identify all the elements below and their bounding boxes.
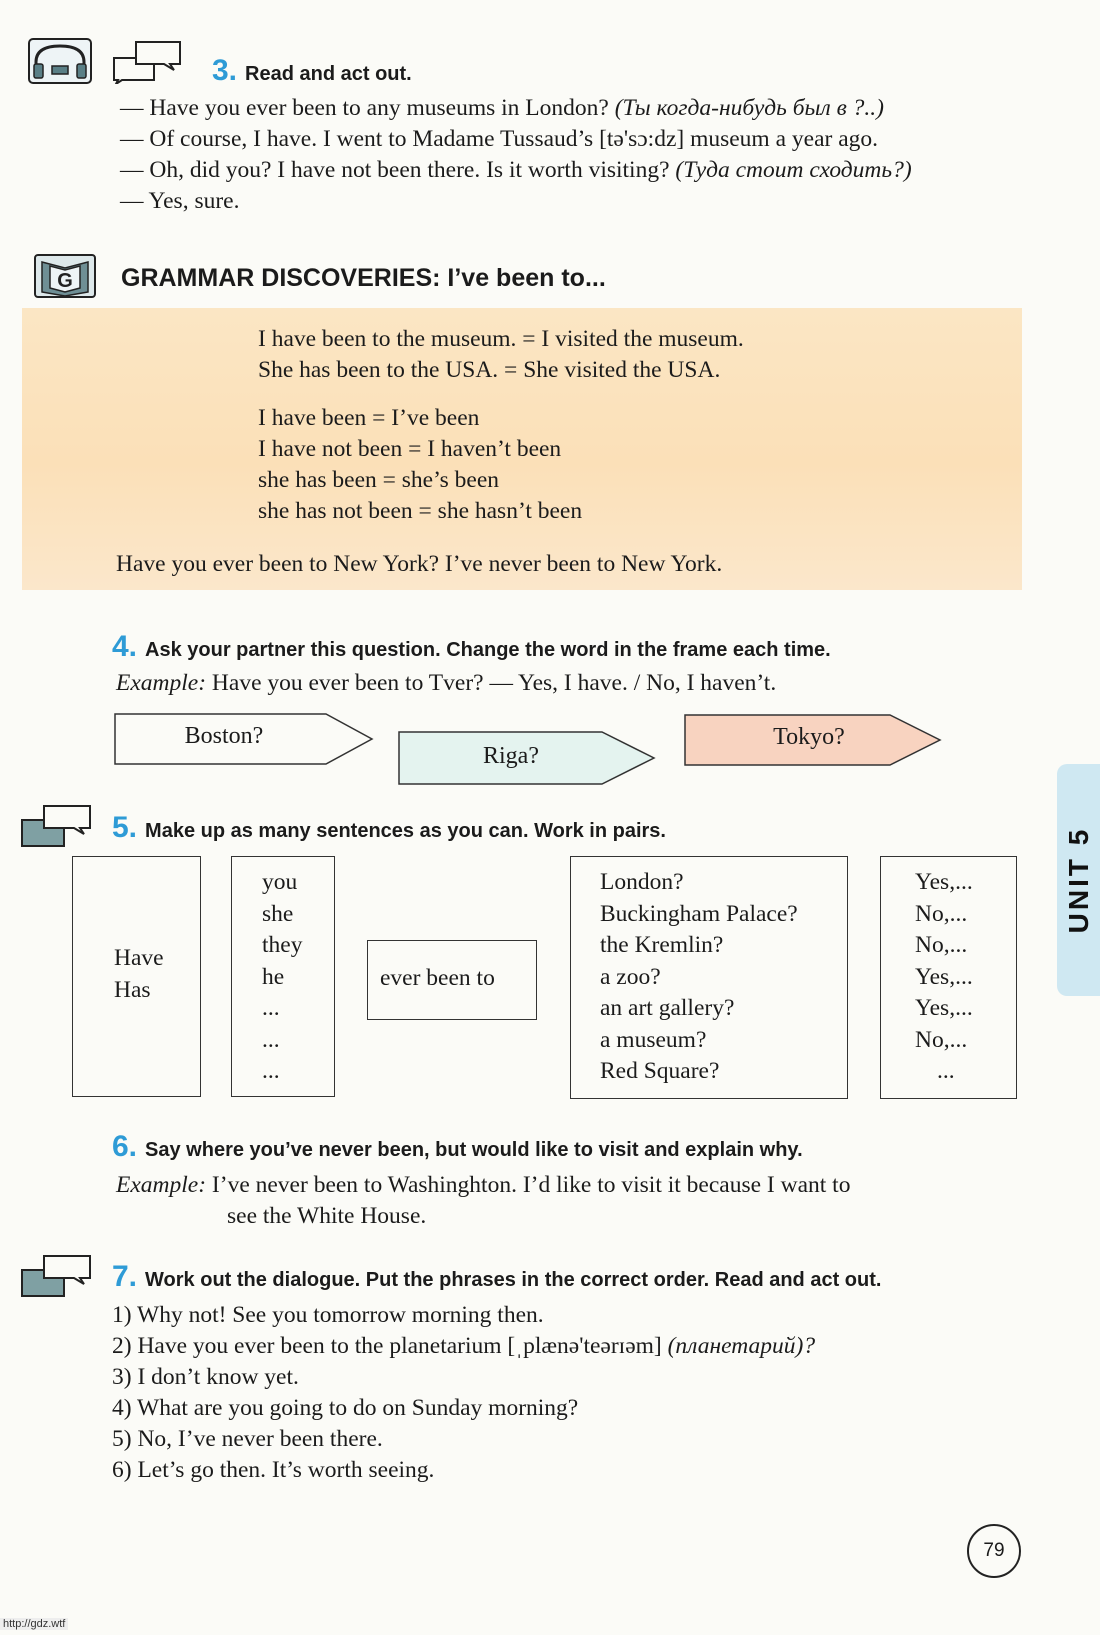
word-frame-tokyo <box>684 714 942 766</box>
ex3-heading <box>212 54 412 88</box>
example-text: I’ve never been to Washinghton. I’d like to visit it because I want to <box>211 1172 851 1198</box>
ex5-instruction: Make up as many sentences as you can. Work in pairs. <box>145 820 666 842</box>
page-number: 79 <box>967 1524 1021 1578</box>
ex3-line: — Yes, sure. <box>120 188 240 214</box>
list-item: 4) What are you going to do on Sunday morning? <box>112 1395 579 1421</box>
audio-cassette-icon <box>28 38 92 84</box>
ex5-word: Red Square? <box>600 1058 720 1084</box>
ex5-word: ... <box>937 1058 955 1084</box>
dialogue-bubbles-icon <box>112 40 182 84</box>
dialogue-bubbles-icon <box>20 804 92 848</box>
ex5-word: ... <box>262 1026 280 1053</box>
ex5-word: you <box>262 869 298 895</box>
word-frame-label: Tokyo? <box>773 724 845 750</box>
ex5-word: ... <box>262 1058 280 1084</box>
ex7-heading <box>112 1260 881 1294</box>
ex5-word: No,... <box>915 1026 968 1053</box>
ex3-instruction: Read and act out. <box>245 63 412 85</box>
ex5-word: Yes,... <box>915 869 973 895</box>
ex5-heading <box>112 811 666 845</box>
ex6-instruction: Say where you’ve never been, but would like to visit and explain why. <box>145 1139 803 1161</box>
grammar-line: she has not been = she hasn’t been <box>258 498 583 524</box>
ex5-word: No,... <box>915 932 968 958</box>
unit-label: UNIT 5 <box>1062 826 1094 934</box>
list-item: 2) Have you ever been to the planetarium [ˌplænə'teərɪəm] (планетарий)? <box>112 1333 816 1359</box>
grammar-book-icon <box>34 254 96 298</box>
ex5-word: a museum? <box>600 1026 707 1053</box>
grammar-line: I have not been = I haven’t been <box>258 436 562 462</box>
grammar-example: Have you ever been to New York? I’ve never been to New York. <box>116 551 723 577</box>
ex5-word: Buckingham Palace? <box>600 900 798 927</box>
ex5-word: an art gallery? <box>600 995 735 1021</box>
word-frame-label: Riga? <box>483 743 539 769</box>
ex7-instruction: Work out the dialogue. Put the phrases in the correct order. Read and act out. <box>145 1269 882 1291</box>
grammar-title: GRAMMAR DISCOVERIES: I’ve been to... <box>121 264 606 292</box>
ex4-instruction: Ask your partner this question. Change the word in the frame each time. <box>145 639 831 661</box>
ex5-word: ... <box>262 995 280 1021</box>
list-item: 5) No, I’ve never been there. <box>112 1426 383 1452</box>
grammar-line: I have been = I’ve been <box>258 405 480 431</box>
ex3-line: — Of course, I have. I went to Madame Tussaud’s [tə'sɔ:dz] museum a year ago. <box>120 126 879 152</box>
ex5-box-phrase <box>367 940 537 1020</box>
ex3-line: — Have you ever been to any museums in London? (Ты когда-нибудь был в ?..) <box>120 95 884 121</box>
ex5-word: a zoo? <box>600 963 661 990</box>
word-frame-label: Boston? <box>184 723 264 749</box>
ex7-list <box>112 1300 815 1486</box>
ex7-number: 7. <box>112 1260 138 1293</box>
ex5-box-subjects <box>231 856 335 1097</box>
list-item: 6) Let’s go then. It’s worth seeing. <box>112 1457 435 1483</box>
ex5-word: Yes,... <box>915 995 973 1021</box>
unit-tab <box>1057 764 1100 996</box>
word-frame-riga <box>398 731 656 785</box>
example-label: Example: <box>116 670 207 696</box>
ex5-box-verbs <box>72 856 201 1097</box>
ex3-number: 3. <box>212 54 238 87</box>
ex5-word: the Kremlin? <box>600 932 724 958</box>
ex3-line: — Oh, did you? I have not been there. Is it worth visiting? (Туда стоит сходить?) <box>120 157 912 183</box>
ex5-box-answers <box>880 856 1017 1099</box>
ex5-word: Have <box>114 945 164 971</box>
ex5-word: No,... <box>915 900 968 927</box>
example-label: Example: <box>116 1172 207 1198</box>
ex5-word: Has <box>114 976 151 1003</box>
dialogue-bubbles-icon <box>20 1254 92 1298</box>
list-item: 1) Why not! See you tomorrow morning then. <box>112 1302 544 1328</box>
ex6-number: 6. <box>112 1130 138 1163</box>
ex5-word: London? <box>600 869 684 895</box>
grammar-line: she has been = she’s been <box>258 467 500 493</box>
ex5-word: he <box>262 963 285 990</box>
ex5-word: she <box>262 900 294 927</box>
ex5-word: Yes,... <box>915 963 973 990</box>
grammar-line: She has been to the USA. = She visited the USA. <box>258 357 721 383</box>
grammar-rules <box>258 324 744 527</box>
svg-text:G: G <box>57 270 73 292</box>
word-frame-boston <box>114 713 374 765</box>
ex6-heading <box>112 1130 803 1164</box>
ex5-number: 5. <box>112 811 138 844</box>
ex5-word: they <box>262 932 303 958</box>
ex4-heading <box>112 630 831 664</box>
site-label: http://gdz.wtf <box>0 1618 68 1630</box>
ex6-example <box>116 1170 850 1201</box>
ex3-dialogue <box>120 93 912 217</box>
ex4-number: 4. <box>112 630 138 663</box>
ex5-box-places <box>570 856 848 1099</box>
ex5-word: ever been to <box>380 965 495 991</box>
ex4-example <box>116 668 776 699</box>
example-text: Have you ever been to Tver? — Yes, I have. / No, I haven’t. <box>211 670 777 696</box>
ex6-example-continued: see the White House. <box>227 1203 427 1229</box>
grammar-line: I have been to the museum. = I visited the museum. <box>258 326 744 352</box>
list-item: 3) I don’t know yet. <box>112 1364 299 1390</box>
